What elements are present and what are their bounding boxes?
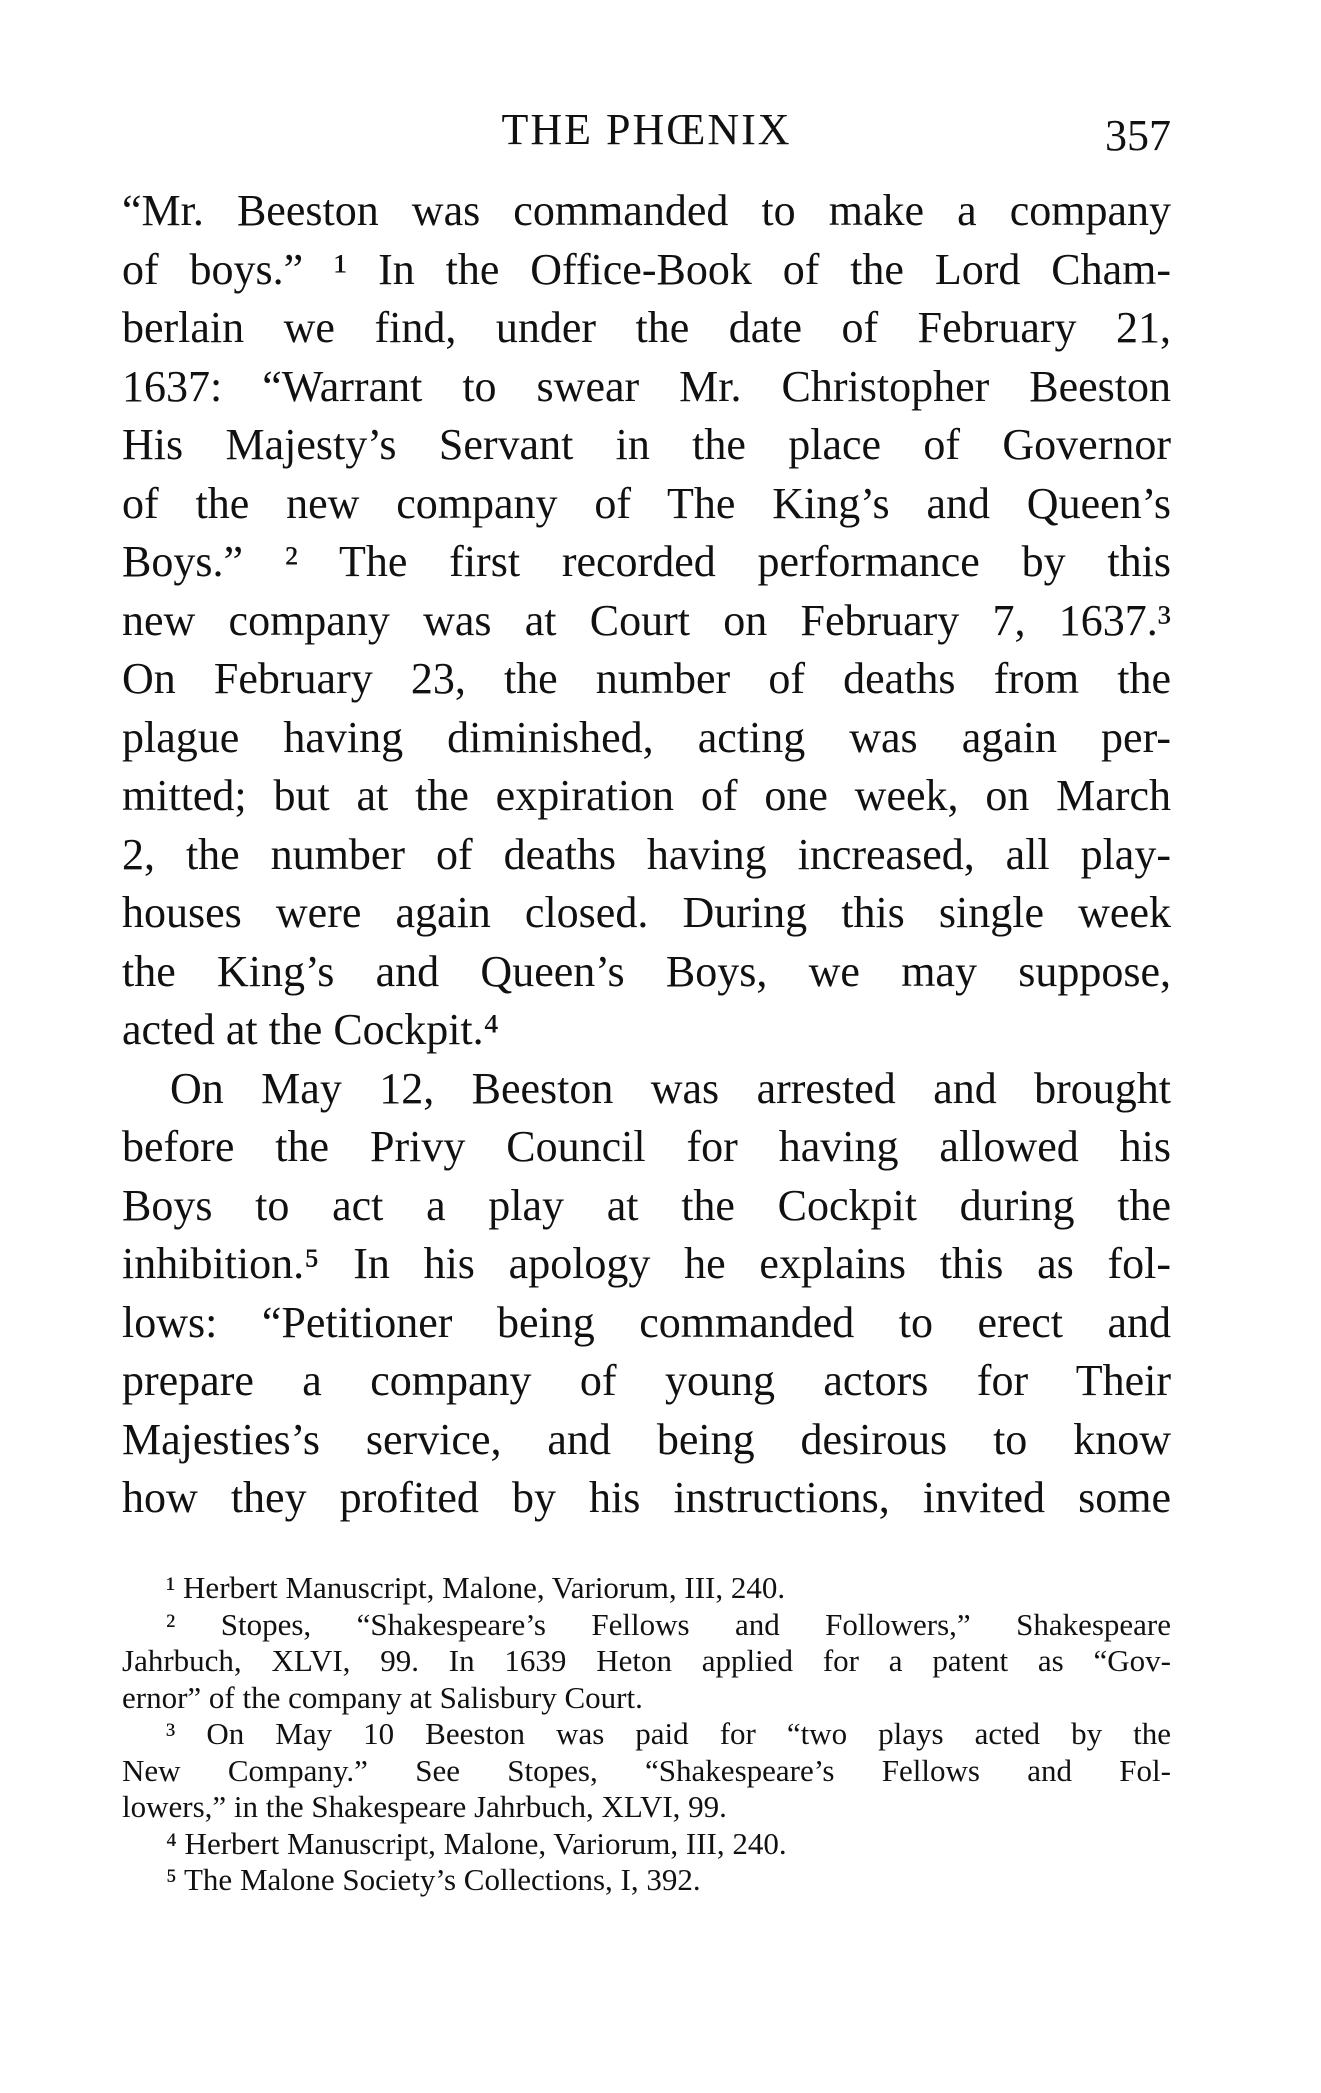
footnotes — [122, 1570, 1171, 1899]
footnote-line: ¹ Herbert Manuscript, Malone, Variorum, III, 240. — [166, 1570, 786, 1605]
body-line: inhibition.⁵ In his apology he explains this as fol- — [122, 1239, 1171, 1288]
footnote-line: ³ On May 10 Beeston was paid for “two plays acted by the — [166, 1716, 1171, 1751]
body-line: mitted; but at the expiration of one week, on March — [122, 771, 1171, 820]
page-number: 357 — [1105, 111, 1171, 160]
body-line: how they profited by his instructions, invited some — [122, 1473, 1171, 1522]
body-line: “Mr. Beeston was commanded to make a company — [122, 186, 1171, 235]
footnote-line: ⁵ The Malone Society’s Collections, I, 392. — [166, 1862, 701, 1897]
body-line: 2, the number of deaths having increased, all play- — [122, 829, 1171, 879]
body-line: On May 12, Beeston was arrested and brought — [170, 1063, 1171, 1113]
body-line: plague having diminished, acting was again per- — [122, 712, 1171, 762]
footnote-line: lowers,” in the Shakespeare Jahrbuch, XLVI, 99. — [122, 1789, 727, 1824]
footnote-line: New Company.” See Stopes, “Shakespeare’s Fellows and Fol- — [122, 1752, 1171, 1788]
body-line: lows: “Petitioner being commanded to erect and — [122, 1297, 1171, 1347]
body-line: houses were again closed. During this single week — [122, 888, 1171, 937]
footnote-line: ernor” of the company at Salisbury Court. — [122, 1679, 643, 1715]
body-line: acted at the Cockpit.⁴ — [122, 1005, 499, 1054]
body-line: before the Privy Council for having allowed his — [122, 1122, 1171, 1171]
body-line: berlain we find, under the date of February 21, — [122, 303, 1171, 352]
body-line: the King’s and Queen’s Boys, we may suppose, — [122, 946, 1171, 996]
body-line: Boys to act a play at the Cockpit during the — [122, 1180, 1171, 1230]
body-line: new company was at Court on February 7, 1637.³ — [122, 595, 1171, 645]
footnote-line: ⁴ Herbert Manuscript, Malone, Variorum, III, 240. — [166, 1825, 787, 1861]
body-line: His Majesty’s Servant in the place of Governor — [122, 420, 1171, 469]
body-text — [122, 182, 1171, 1528]
body-line: Boys.” ² The first recorded performance by this — [122, 537, 1171, 586]
running-title: THE PHŒNIX — [501, 105, 792, 154]
body-line: 1637: “Warrant to swear Mr. Christopher Beeston — [122, 361, 1171, 411]
footnote-line: ² Stopes, “Shakespeare’s Fellows and Followers,” Shakespeare — [166, 1606, 1171, 1642]
running-header — [122, 100, 1171, 170]
body-line: of the new company of The King’s and Queen’s — [122, 478, 1171, 528]
body-line: prepare a company of young actors for Their — [122, 1356, 1171, 1405]
body-line: Majesties’s service, and being desirous to know — [122, 1414, 1171, 1464]
body-line: of boys.” ¹ In the Office-Book of the Lord Cham- — [122, 244, 1171, 294]
footnote-line: Jahrbuch, XLVI, 99. In 1639 Heton applied for a patent as “Gov- — [122, 1643, 1171, 1678]
body-line: On February 23, the number of deaths from the — [122, 654, 1171, 703]
